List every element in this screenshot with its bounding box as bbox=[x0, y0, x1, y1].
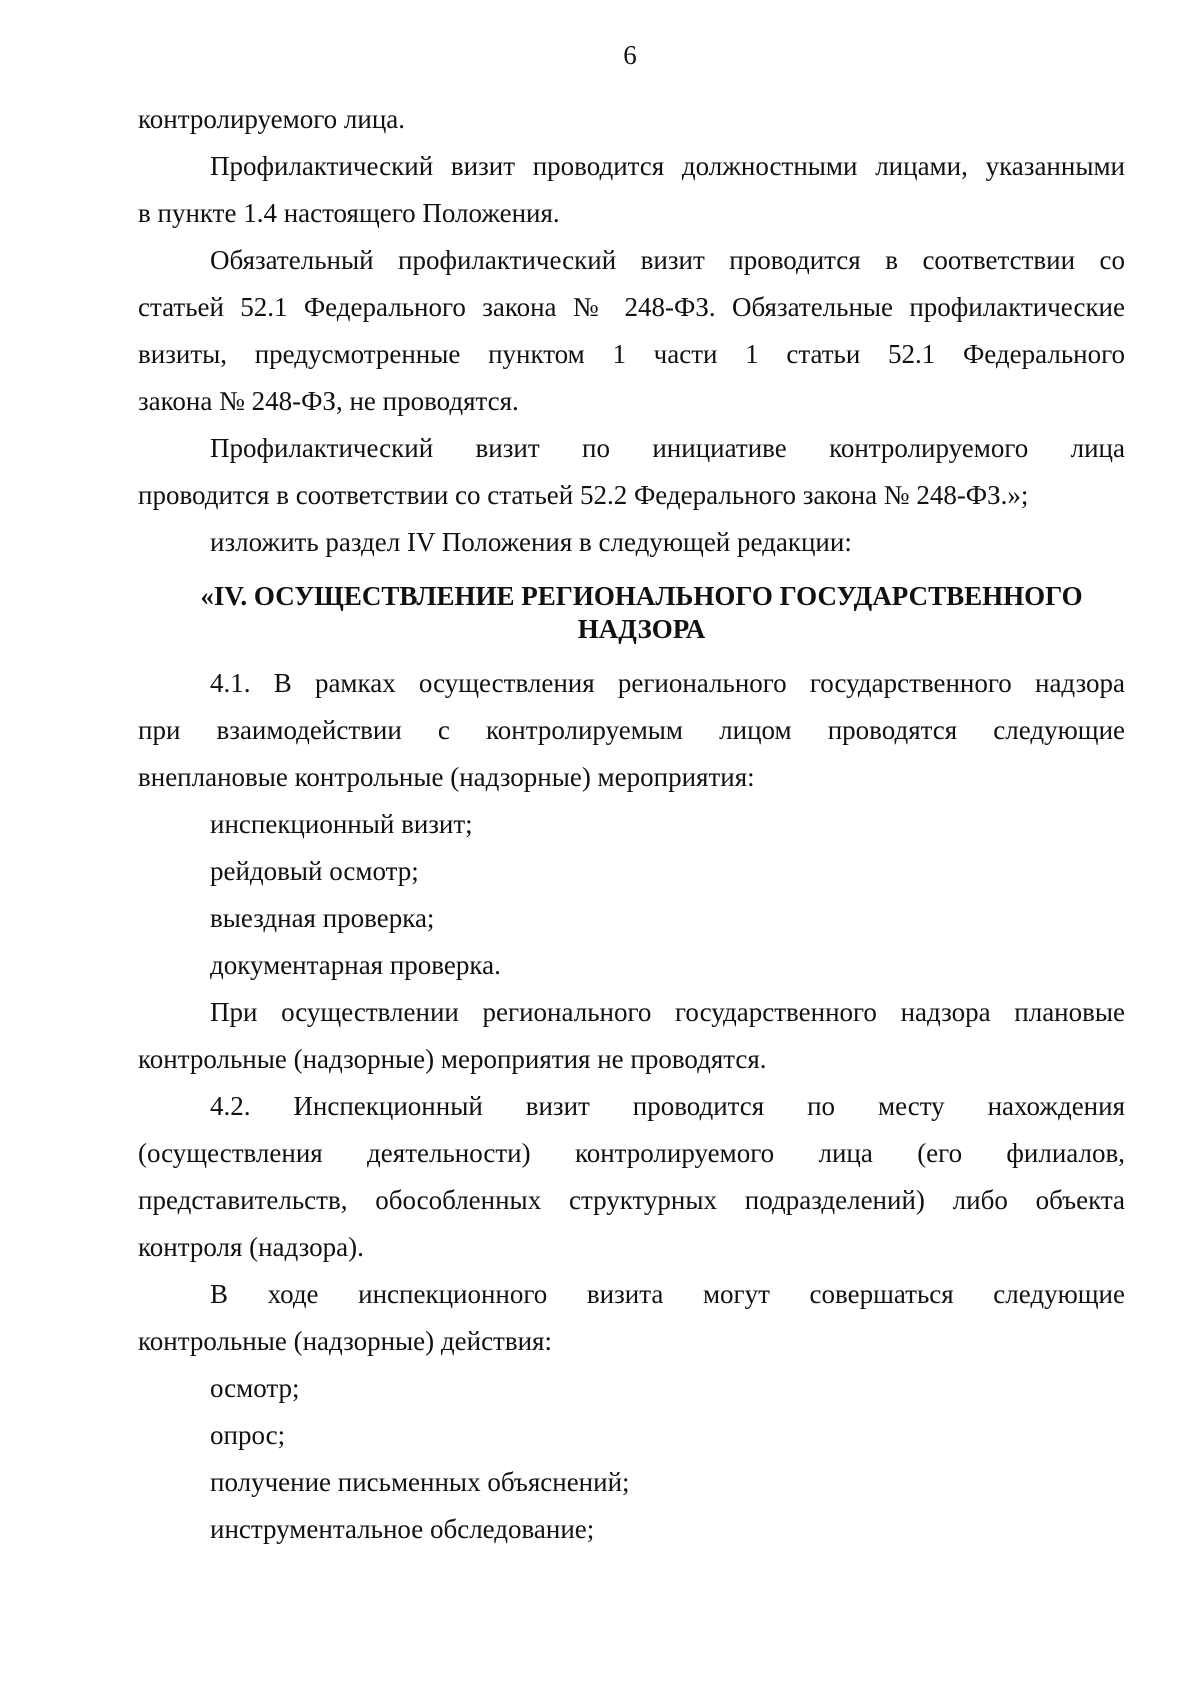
text-line: 4.1. В рамках осуществления регионального государственного надзора bbox=[210, 668, 1125, 698]
list-item: документарная проверка. bbox=[210, 950, 501, 980]
text-line: (осуществления деятельности) контролируемого лица (его филиалов, bbox=[138, 1138, 1125, 1168]
list-item: выездная проверка; bbox=[210, 903, 435, 933]
text-line: при взаимодействии с контролируемым лицом проводятся следующие bbox=[138, 715, 1125, 745]
list-item: осмотр; bbox=[210, 1373, 300, 1403]
text-line: в пункте 1.4 настоящего Положения. bbox=[138, 198, 560, 228]
text-line: изложить раздел IV Положения в следующей редакции: bbox=[210, 527, 852, 557]
list-item: опрос; bbox=[210, 1420, 286, 1450]
text-line: контроля (надзора). bbox=[138, 1232, 364, 1262]
list-item: получение письменных объяснений; bbox=[210, 1467, 630, 1497]
text-line: В ходе инспекционного визита могут совершаться следующие bbox=[210, 1279, 1125, 1309]
section-heading: «IV. ОСУЩЕСТВЛЕНИЕ РЕГИОНАЛЬНОГО ГОСУДАРСТВЕННОГО bbox=[200, 581, 1083, 611]
text-line: Профилактический визит по инициативе контролируемого лица bbox=[210, 433, 1125, 463]
text-line: проводится в соответствии со статьей 52.2 Федерального закона № 248-ФЗ.»; bbox=[138, 480, 1029, 510]
text-line: контрольные (надзорные) действия: bbox=[138, 1326, 552, 1356]
text-line: статьей 52.1 Федерального закона № 248-ФЗ. Обязательные профилактические bbox=[138, 292, 1125, 322]
list-item: инспекционный визит; bbox=[210, 809, 473, 839]
heading-spacer bbox=[138, 646, 1125, 660]
text-line: Обязательный профилактический визит проводится в соответствии со bbox=[210, 245, 1125, 275]
text-line: внеплановые контрольные (надзорные) мероприятия: bbox=[138, 762, 755, 792]
text-line: представительств, обособленных структурных подразделений) либо объекта bbox=[138, 1185, 1125, 1215]
text-line: закона № 248-ФЗ, не проводятся. bbox=[138, 386, 519, 416]
text-line: Профилактический визит проводится должностными лицами, указанными bbox=[210, 151, 1125, 181]
list-item: рейдовый осмотр; bbox=[210, 856, 419, 886]
text-line: 4.2. Инспекционный визит проводится по месту нахождения bbox=[210, 1091, 1125, 1121]
text-line: При осуществлении регионального государственного надзора плановые bbox=[210, 997, 1125, 1027]
list-item: инструментальное обследование; bbox=[210, 1514, 595, 1544]
page-number: 6 bbox=[623, 40, 637, 70]
text-line: контрольные (надзорные) мероприятия не проводятся. bbox=[138, 1044, 767, 1074]
section-heading: НАДЗОРА bbox=[577, 614, 706, 644]
text-line: контролируемого лица. bbox=[138, 104, 406, 134]
text-line: визиты, предусмотренные пунктом 1 части 1 статьи 52.1 Федерального bbox=[138, 339, 1125, 369]
document-body bbox=[138, 96, 1125, 1553]
